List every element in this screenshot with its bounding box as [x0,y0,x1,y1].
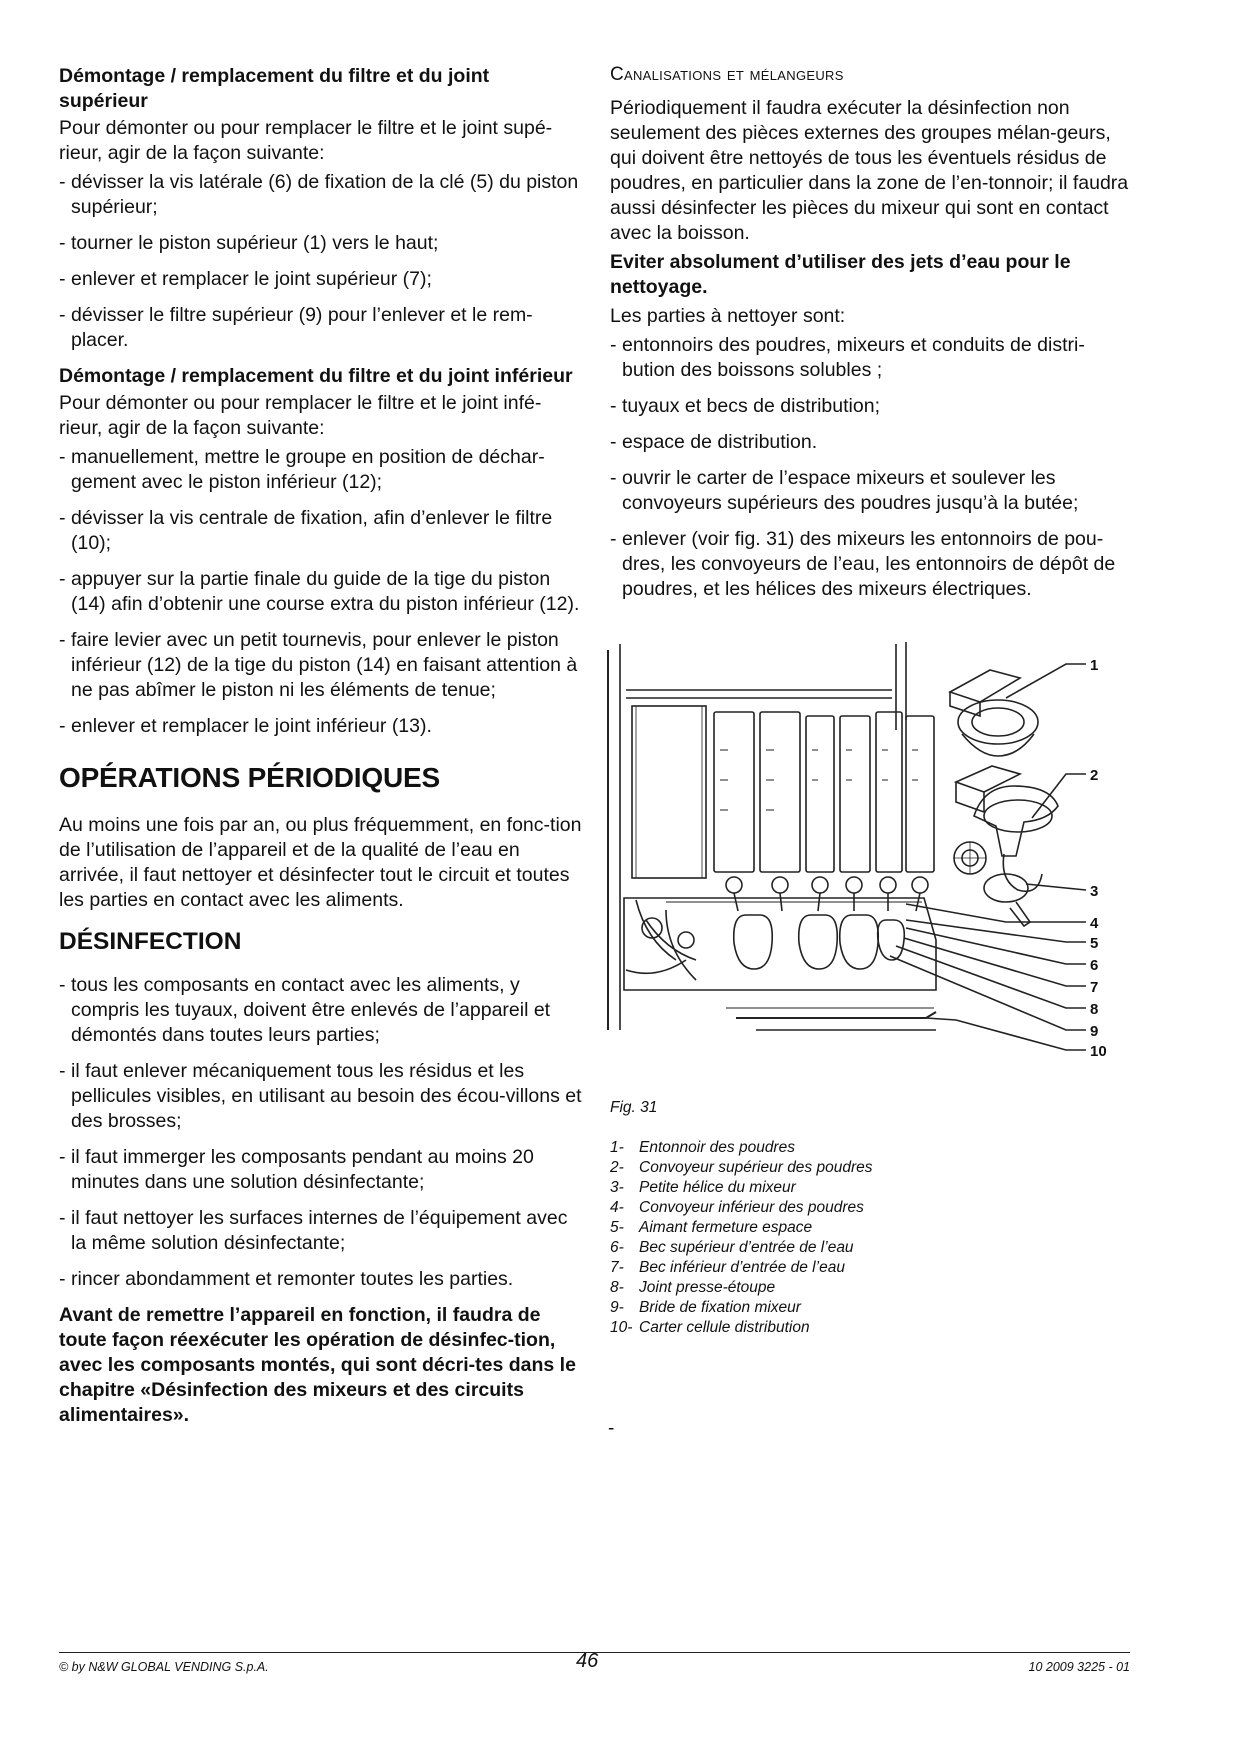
stray-dash: - [608,1418,615,1439]
list-item: - tourner le piston supérieur (1) vers le haut; [59,231,582,256]
list-item: - enlever (voir fig. 31) des mixeurs les entonnoirs de pou-dres, les convoyeurs de l’eau, les entonnoirs de dépôt de poudres, et les hélices des mixeurs électriques. [610,527,1130,602]
legend-item: 8- Joint presse-étoupe [610,1279,776,1296]
footer-copyright: © by N&W GLOBAL VENDING S.p.A. [59,1660,269,1674]
callout-9: 9 [1090,1023,1099,1040]
list-item: - rincer abondamment et remonter toutes les parties. [59,1267,582,1292]
figure-legend [610,1138,950,1338]
paragraph: Au moins une fois par an, ou plus fréquemment, en fonc-tion de l’utilisation de l’appareil et de la qualité de l’eau en arrivée, il faut nettoyer et désinfecter tout le circuit et toutes les parties en contact avec les aliments. [59,814,582,911]
paragraph: Les parties à nettoyer sont: [610,305,846,327]
legend-item: 4- Convoyeur inférieur des poudres [610,1199,864,1216]
callout-7: 7 [1090,979,1099,996]
left-column [59,64,582,1428]
paragraph: Pour démonter ou pour remplacer le filtre et le joint infé-rieur, agir de la façon suivante: [59,392,542,439]
list-item: - dévisser le filtre supérieur (9) pour l’enlever et le rem-placer. [59,303,582,353]
figure-caption: Fig. 31 [610,1099,658,1116]
list-item: - dévisser la vis latérale (6) de fixation de la clé (5) du piston supérieur; [59,170,582,220]
legend-item: 7- Bec inférieur d’entrée de l’eau [610,1259,845,1276]
callout-6: 6 [1090,957,1099,974]
list-item: - faire levier avec un petit tournevis, pour enlever le piston inférieur (12) de la tige du piston (14) en faisant attention à ne pas abîmer le piston ni les éléments de tenue; [59,628,582,703]
steps-list-upper [59,170,582,353]
list-item: - dévisser la vis centrale de fixation, afin d’enlever le filtre (10); [59,506,582,556]
list-item: - enlever et remplacer le joint inférieur (13). [59,714,582,739]
callout-3: 3 [1090,883,1099,900]
list-item: - appuyer sur la partie finale du guide de la tige du piston (14) afin d’obtenir une course extra du piston inférieur (12). [59,567,582,617]
list-item: - il faut immerger les composants pendant au moins 20 minutes dans une solution désinfectante; [59,1145,582,1195]
section-heading-lower-filter: Démontage / remplacement du filtre et du joint inférieur [59,365,573,387]
footer-doc-code: 10 2009 3225 - 01 [1028,1660,1130,1674]
legend-item: 1- Entonnoir des poudres [610,1139,795,1156]
disinfection-list [59,973,582,1292]
section-heading-disinfection: DÉSINFECTION [59,928,242,955]
mixer-assembly-illustration [606,640,1138,1088]
paragraph: Pour démonter ou pour remplacer le filtre et le joint supé-rieur, agir de la façon suivante: [59,117,553,164]
callout-2: 2 [1090,767,1099,784]
chapter-heading-periodic-operations: OPÉRATIONS PÉRIODIQUES [59,762,440,793]
list-item: - enlever et remplacer le joint supérieur (7); [59,267,582,292]
right-column [610,64,1130,613]
paragraph: Périodiquement il faudra exécuter la désinfection non seulement des pièces externes des groupes mélan-geurs, qui doivent être nettoyés de tous les éventuels résidus de poudres, en particulier dans la zone de l’en-tonnoir; il faudra aussi désinfecter les pièces du mixeur qui sont en contact avec la boisson. [610,97,1129,244]
warning-paragraph: Avant de remettre l’appareil en fonction, il faudra de toute façon réexécuter les opération de désinfec-tion, avec les composants montés, qui sont décri-tes dans le chapitre «Désinfection des mixeurs et des circuits alimentaires». [59,1304,576,1426]
callout-5: 5 [1090,935,1099,952]
callout-10: 10 [1090,1043,1107,1060]
steps-list-lower [59,445,582,739]
list-item: - tuyaux et becs de distribution; [610,394,1130,419]
legend-item: 6- Bec supérieur d’entrée de l’eau [610,1239,854,1256]
callout-8: 8 [1090,1001,1099,1018]
callout-4: 4 [1090,915,1099,932]
list-item: - ouvrir le carter de l’espace mixeurs et soulever les convoyeurs supérieurs des poudres jusqu’à la butée; [610,466,1130,516]
section-heading-upper-filter: Démontage / remplacement du filtre et du joint supérieur [59,65,490,112]
list-item: - manuellement, mettre le groupe en position de déchar-gement avec le piston inférieur (12); [59,445,582,495]
callout-1: 1 [1090,657,1099,674]
legend-item: 9- Bride de fixation mixeur [610,1299,801,1316]
legend-item: 5- Aimant fermeture espace [610,1219,813,1236]
legend-item: 2- Convoyeur supérieur des poudres [610,1159,873,1176]
warning-no-water-jets: Eviter absolument d’utiliser des jets d’eau pour le nettoyage. [610,251,1071,298]
list-item: - il faut nettoyer les surfaces internes de l’équipement avec la même solution désinfectante; [59,1206,582,1256]
list-item: - il faut enlever mécaniquement tous les résidus et les pellicules visibles, en utilisant au besoin des écou-villons et des brosses; [59,1059,582,1134]
list-item: - entonnoirs des poudres, mixeurs et conduits de distri-bution des boissons solubles ; [610,333,1130,383]
list-item: - tous les composants en contact avec les aliments, y compris les tuyaux, doivent être enlevés de l’appareil et démontés dans toutes leurs parties; [59,973,582,1048]
section-heading-pipes-mixers: Canalisations et mélangeurs [610,64,844,85]
page-number: 46 [576,1650,599,1672]
legend-item: 3- Petite hélice du mixeur [610,1179,796,1196]
parts-to-clean-list [610,333,1130,602]
list-item: - espace de distribution. [610,430,1130,455]
legend-item: 10- Carter cellule distribution [610,1319,810,1336]
